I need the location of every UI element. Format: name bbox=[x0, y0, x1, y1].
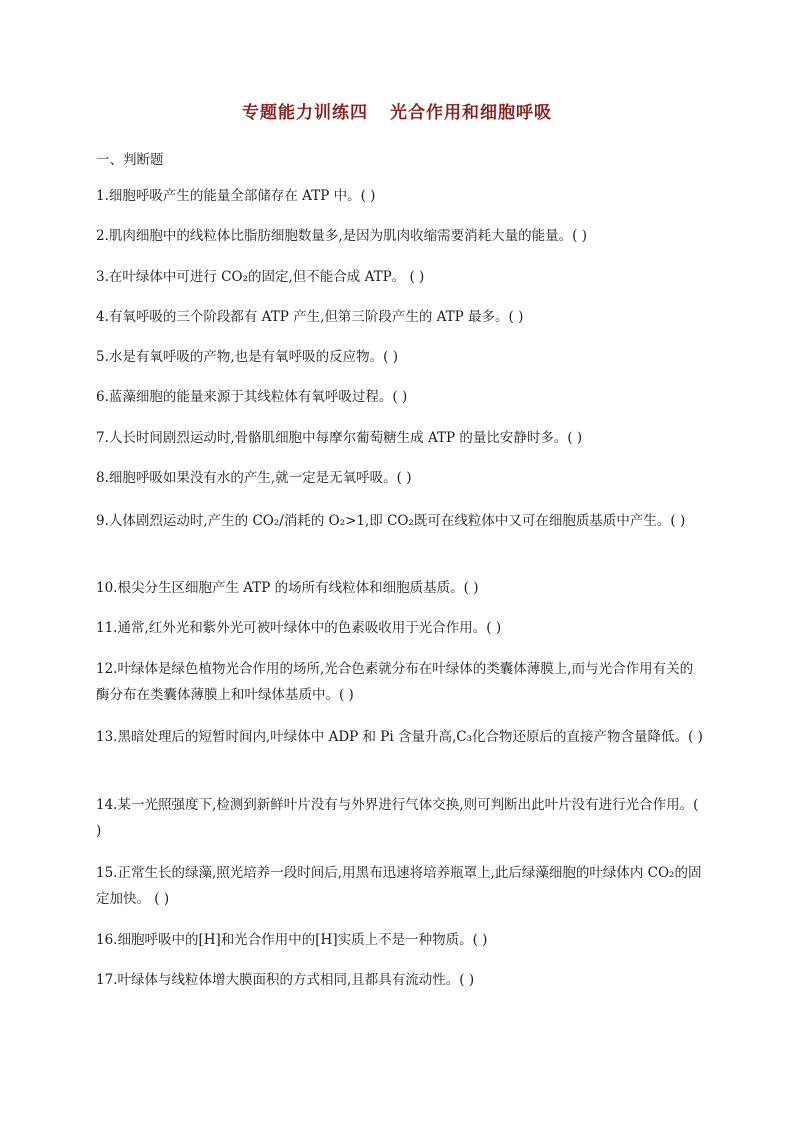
question-15: 15.正常生长的绿藻,照光培养一段时间后,用黑布迅速将培养瓶罩上,此后绿藻细胞的叶绿体内 CO₂的固定加快。 ( ) bbox=[96, 865, 702, 907]
question-14: 14.某一光照强度下,检测到新鲜叶片没有与外界进行气体交换,则可判断出此叶片没有进行光合作用。( ) bbox=[96, 797, 699, 839]
title-part-1: 专题能力训练四 bbox=[242, 103, 368, 123]
question-8: 8.细胞呼吸如果没有水的产生,就一定是无氧呼吸。( ) bbox=[96, 470, 412, 486]
question-7: 7.人长时间剧烈运动时,骨骼肌细胞中每摩尔葡萄糖生成 ATP 的量比安静时多。( ) bbox=[96, 430, 583, 446]
page-title bbox=[0, 98, 794, 123]
question-2: 2.肌肉细胞中的线粒体比脂肪细胞数量多,是因为肌肉收缩需要消耗大量的能量。( ) bbox=[96, 228, 588, 244]
question-10: 10.根尖分生区细胞产生 ATP 的场所有线粒体和细胞质基质。( ) bbox=[96, 580, 479, 596]
question-6: 6.蓝藻细胞的能量来源于其线粒体有氧呼吸过程。( ) bbox=[96, 389, 408, 405]
question-12: 12.叶绿体是绿色植物光合作用的场所,光合色素就分布在叶绿体的类囊体薄膜上,而与光合作用有关的酶分布在类囊体薄膜上和叶绿体基质中。( ) bbox=[96, 661, 694, 703]
question-16: 16.细胞呼吸中的[H]和光合作用中的[H]实质上不是一种物质。( ) bbox=[96, 932, 488, 948]
question-4: 4.有氧呼吸的三个阶段都有 ATP 产生,但第三阶段产生的 ATP 最多。( ) bbox=[96, 309, 524, 325]
question-5: 5.水是有氧呼吸的产物,也是有氧呼吸的反应物。( ) bbox=[96, 349, 399, 365]
question-11: 11.通常,红外光和紫外光可被叶绿体中的色素吸收用于光合作用。( ) bbox=[96, 620, 502, 636]
title-part-2: 光合作用和细胞呼吸 bbox=[390, 103, 552, 123]
section-heading: 一、判断题 bbox=[96, 152, 164, 168]
question-17: 17.叶绿体与线粒体增大膜面积的方式相同,且都具有流动性。( ) bbox=[96, 972, 475, 988]
question-9: 9.人体剧烈运动时,产生的 CO₂/消耗的 O₂>1,即 CO₂既可在线粒体中又可在细胞质基质中产生。( ) bbox=[96, 513, 686, 529]
question-1: 1.细胞呼吸产生的能量全部储存在 ATP 中。( ) bbox=[96, 188, 376, 204]
question-3: 3.在叶绿体中可进行 CO₂的固定,但不能合成 ATP。 ( ) bbox=[96, 269, 425, 285]
question-13: 13.黑暗处理后的短暂时间内,叶绿体中 ADP 和 Pi 含量升高,C₃化合物还原后的直接产物含量降低。( ) bbox=[96, 729, 703, 745]
